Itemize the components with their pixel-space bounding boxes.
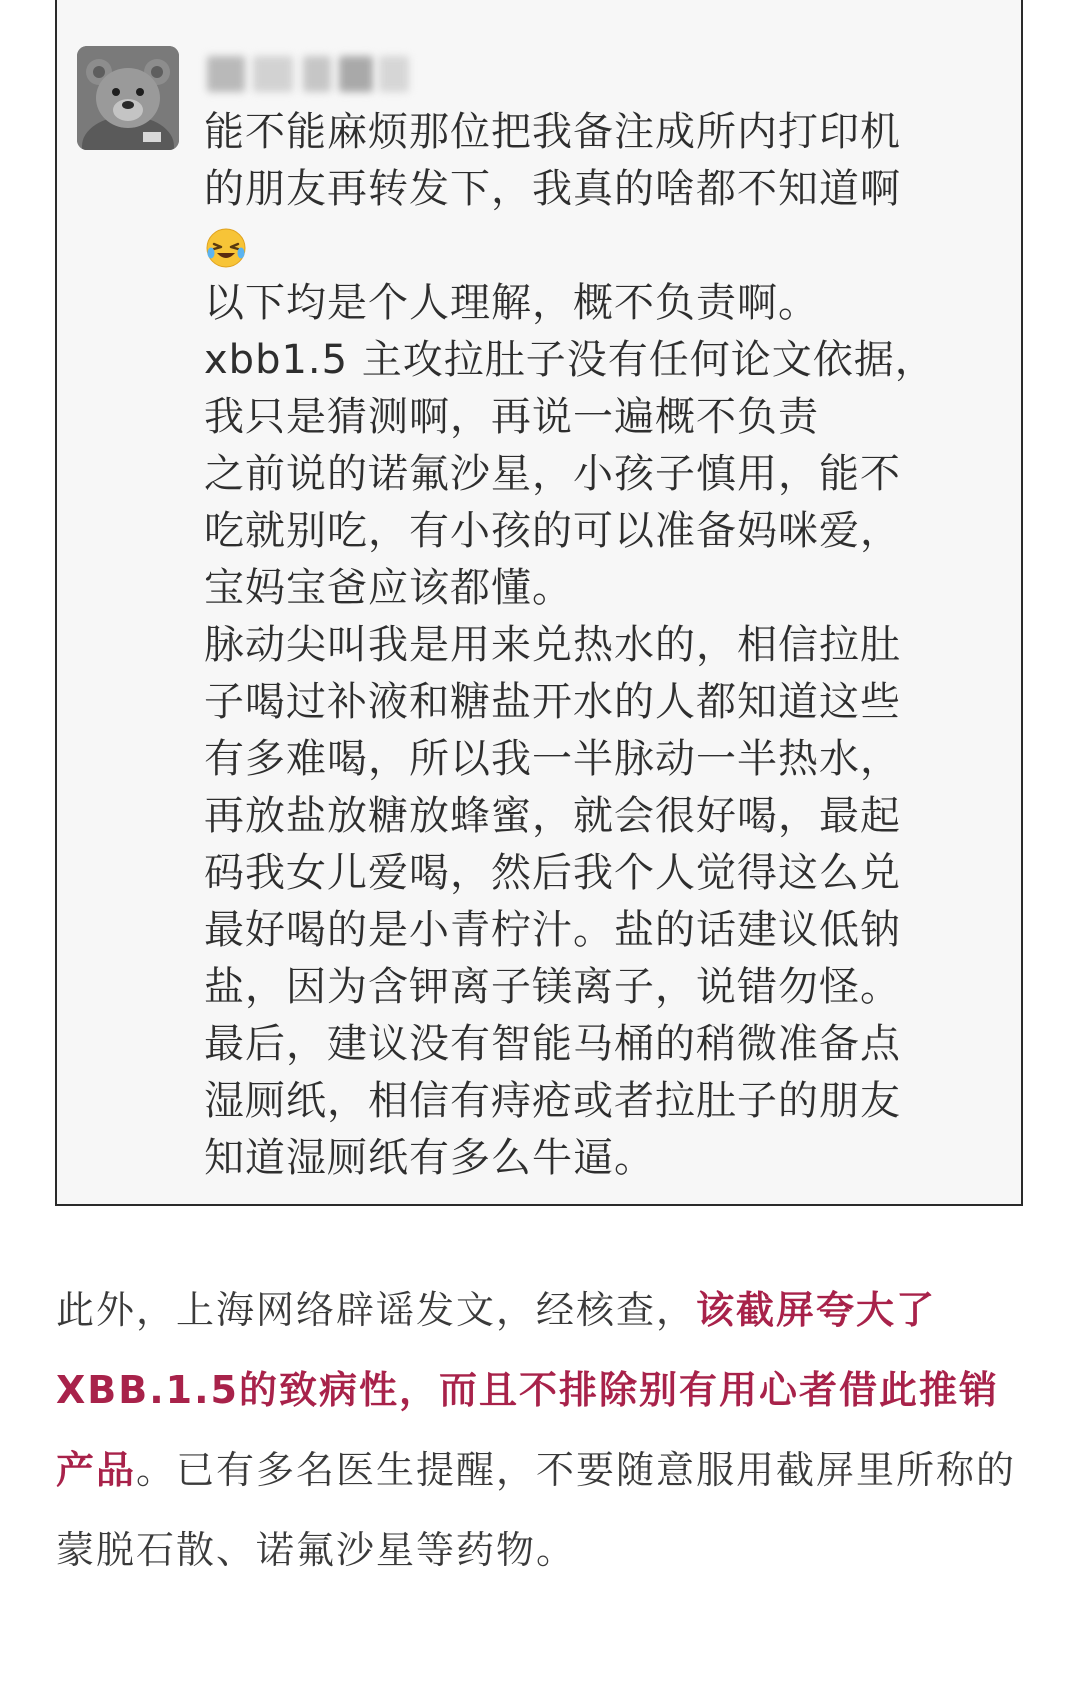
post-line: 子喝过补液和糖盐开水的人都知道这些 <box>204 679 901 725</box>
post-line: 宝妈宝爸应该都懂。 <box>204 565 573 611</box>
post-text <box>204 104 994 1187</box>
article-text: 此外，上海网络辟谣发文，经核查， <box>56 1288 697 1332</box>
post-line: 脉动尖叫我是用来兑热水的，相信拉肚 <box>204 622 901 668</box>
post-line: 码我女儿爱喝，然后我个人觉得这么兑 <box>204 850 901 896</box>
post-line: 能不能麻烦那位把我备注成所内打印机 <box>204 109 901 155</box>
post-line: 有多难喝，所以我一半脉动一半热水， <box>204 736 901 782</box>
article-paragraph <box>56 1270 1026 1590</box>
post-line: 湿厕纸，相信有痔疮或者拉肚子的朋友 <box>204 1078 901 1124</box>
post-line: 以下均是个人理解，概不负责啊。 <box>204 280 819 326</box>
post-line: 最后，建议没有智能马桶的稍微准备点 <box>204 1021 901 1067</box>
post-line: 的朋友再转发下，我真的啥都不知道啊 <box>204 166 901 212</box>
post-line: 我只是猜测啊，再说一遍概不负责 <box>204 394 819 440</box>
post-line: xbb1.5 主攻拉肚子没有任何论文依据， <box>204 337 936 383</box>
post-line: 吃就别吃，有小孩的可以准备妈咪爱， <box>204 508 901 554</box>
teddy-bear-avatar-icon <box>77 46 179 150</box>
article-text-end: 。已有多名医生提醒，不要随意服用截屏里所称的蒙脱石散、诺氟沙星等药物。 <box>56 1448 1017 1572</box>
post-line: 再放盐放糖放蜂蜜，就会很好喝，最起 <box>204 793 901 839</box>
post-line: 最好喝的是小青柠汁。盐的话建议低钠 <box>204 907 901 953</box>
blur-block <box>339 56 373 92</box>
emoji-line <box>204 218 994 275</box>
post-line: 之前说的诺氟沙星，小孩子慎用，能不 <box>204 451 901 497</box>
blur-block <box>303 56 331 92</box>
article-highlight: 该截屏夸大了XBB.1.5的致病性，而且不排除别有用心者借此推销产品 <box>56 1288 999 1492</box>
blur-block <box>253 56 293 92</box>
post-line: 盐，因为含钾离子镁离子，说错勿怪。 <box>204 964 901 1010</box>
blurred-username <box>207 56 427 92</box>
crying-laughing-emoji-icon <box>204 225 248 269</box>
blur-block <box>379 56 409 92</box>
post-line: 知道湿厕纸有多么牛逼。 <box>204 1135 655 1181</box>
chat-screenshot <box>55 0 1023 1206</box>
blur-block <box>207 56 245 92</box>
